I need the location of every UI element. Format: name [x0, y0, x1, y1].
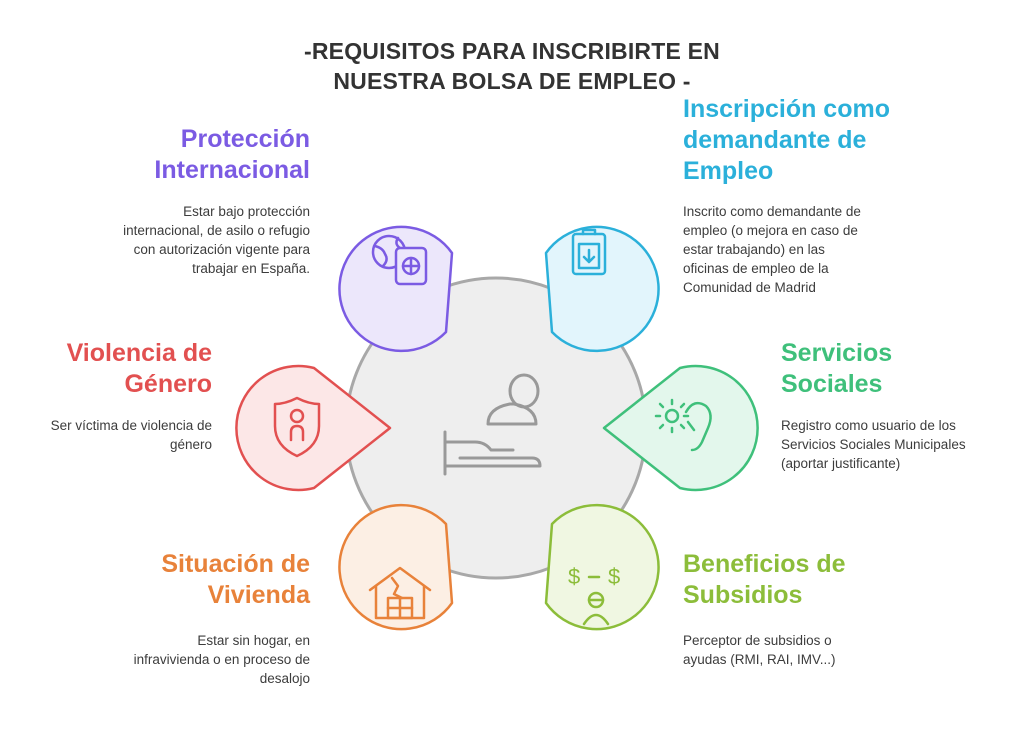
heading-line: Violencia de	[66, 339, 212, 367]
description-servicios	[781, 416, 966, 473]
description-proteccion	[123, 202, 310, 278]
description-line: ayudas (RMI, RAI, IMV...)	[683, 652, 836, 667]
description-line: trabajar en España.	[192, 261, 310, 276]
description-line: Estar sin hogar, en	[197, 633, 310, 648]
heading-inscripcion	[683, 94, 890, 187]
heading-violencia	[67, 338, 212, 400]
description-line: Servicios Sociales Municipales	[781, 437, 966, 452]
description-line: Inscrito como demandante de	[683, 204, 861, 219]
svg-text:$: $	[608, 564, 621, 589]
description-line: desalojo	[259, 671, 310, 686]
description-line: Comunidad de Madrid	[683, 280, 816, 295]
heading-line: Empleo	[683, 157, 774, 185]
heading-beneficios	[683, 549, 846, 611]
title-line-1: -REQUISITOS PARA INSCRIBIRTE EN	[304, 38, 720, 64]
pin-inscripcion	[546, 227, 659, 351]
description-line: (aportar justificante)	[781, 456, 901, 471]
description-line: Perceptor de subsidios o	[683, 633, 832, 648]
title-line-2: NUESTRA BOLSA DE EMPLEO -	[333, 68, 691, 94]
heading-line: Internacional	[154, 156, 310, 184]
description-line: Registro como usuario de los	[781, 418, 956, 433]
heading-line: Vivienda	[207, 581, 310, 609]
svg-text:$: $	[568, 564, 581, 589]
heading-line: Género	[124, 370, 212, 398]
heading-line: Protección	[180, 125, 310, 153]
description-line: Ser víctima de violencia de	[50, 418, 212, 433]
description-vivienda	[134, 631, 310, 688]
heading-proteccion	[154, 124, 310, 186]
heading-servicios	[781, 338, 892, 400]
description-line: Estar bajo protección	[183, 204, 310, 219]
heading-vivienda	[161, 549, 310, 611]
description-line: género	[169, 437, 212, 452]
description-line: infravivienda o en proceso de	[133, 652, 310, 667]
description-line: estar trabajando) en las	[683, 242, 825, 257]
heading-line: Inscripción como	[683, 95, 890, 123]
page-title	[262, 36, 762, 96]
heading-line: Servicios	[781, 339, 893, 367]
description-line: empleo (o mejora en caso de	[683, 223, 858, 238]
pin-vivienda	[339, 505, 452, 629]
description-line: oficinas de empleo de la	[683, 261, 829, 276]
heading-line: Subsidios	[683, 581, 803, 609]
description-beneficios	[683, 631, 836, 669]
heading-line: demandante de	[683, 126, 867, 154]
description-inscripcion	[683, 202, 861, 297]
description-line: con autorización vigente para	[133, 242, 310, 257]
heading-line: Situación de	[161, 550, 310, 578]
heading-line: Beneficios de	[683, 550, 846, 578]
description-violencia	[51, 416, 212, 454]
description-line: internacional, de asilo o refugio	[123, 223, 310, 238]
pin-proteccion	[339, 227, 452, 351]
heading-line: Sociales	[781, 370, 883, 398]
pin-beneficios	[546, 505, 659, 629]
